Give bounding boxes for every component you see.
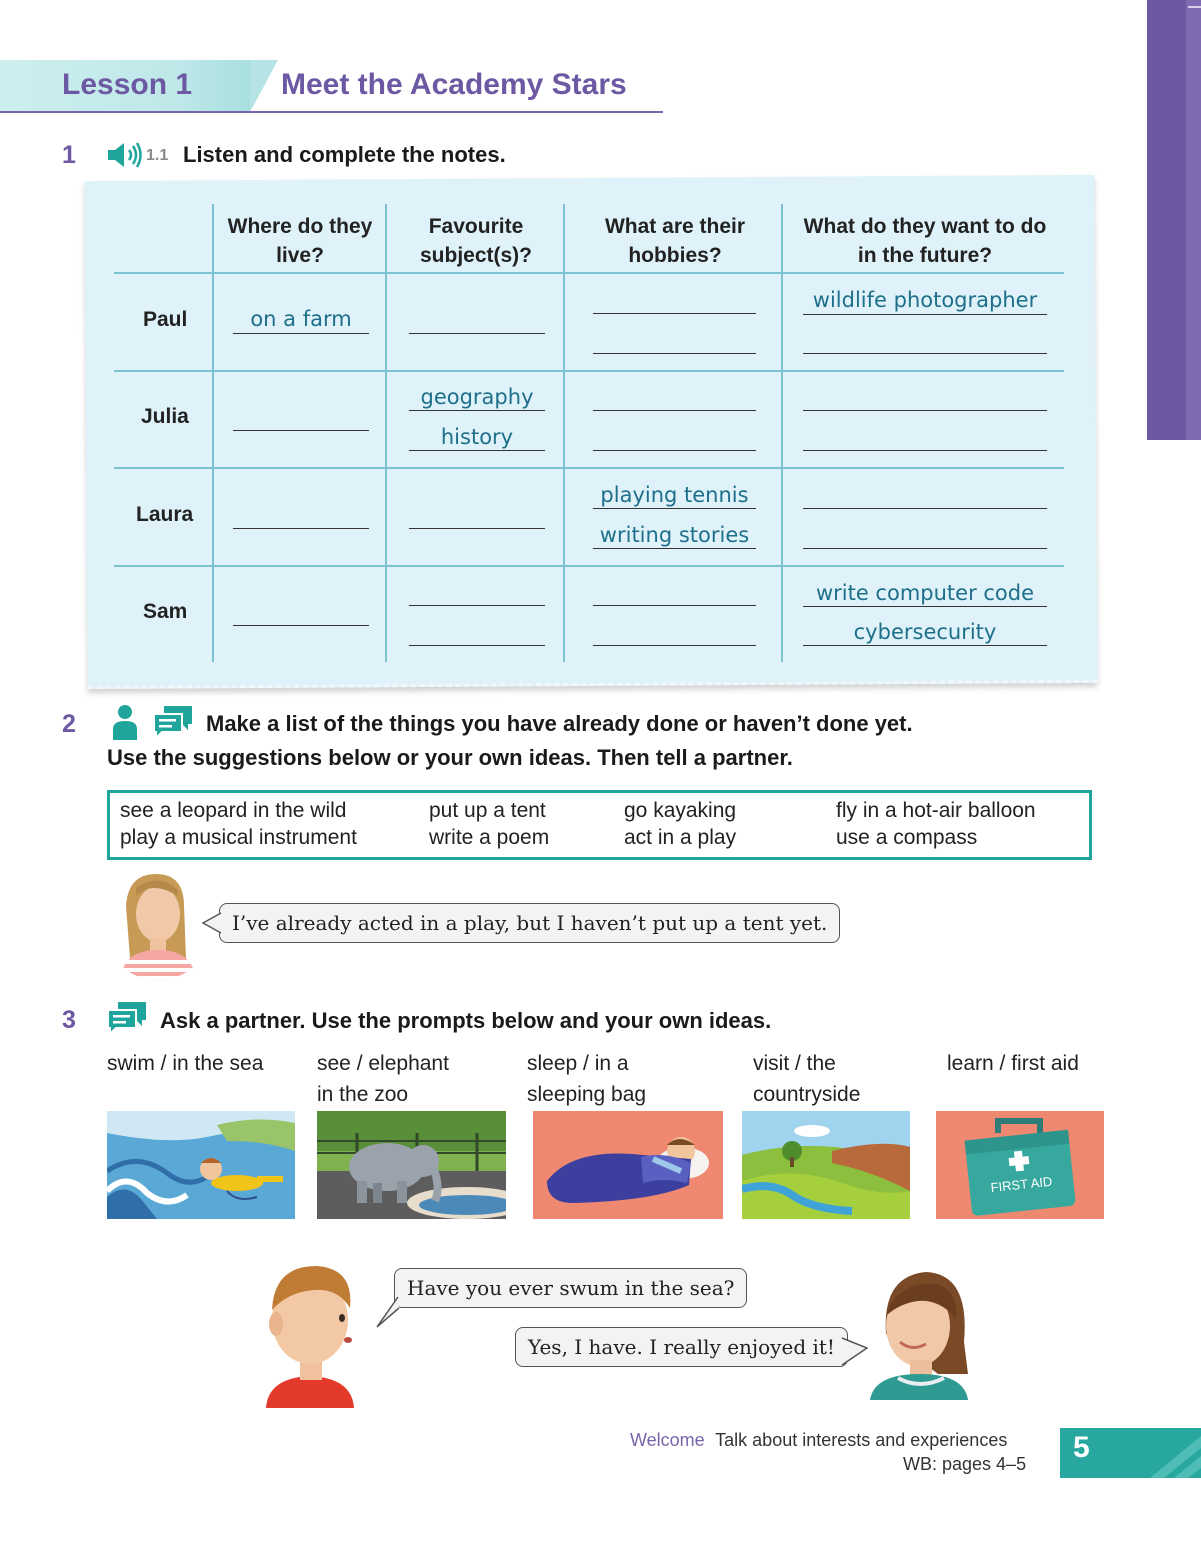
exercise-1-number: 1 xyxy=(62,141,76,169)
exercise-3-number: 3 xyxy=(62,1006,76,1034)
prompt-swim xyxy=(107,1048,263,1079)
answer-line[interactable] xyxy=(409,333,545,334)
header-underline xyxy=(0,111,663,113)
answer-line[interactable] xyxy=(409,645,545,646)
suggestion-item: use a compass xyxy=(836,826,978,849)
header-band-tip xyxy=(250,60,278,112)
suggestion-item: act in a play xyxy=(624,826,737,849)
prompt-sleeping-bag xyxy=(527,1048,646,1110)
answer-line[interactable] xyxy=(593,410,756,411)
answer-line[interactable] xyxy=(803,548,1047,549)
row-name-paul: Paul xyxy=(143,308,188,331)
prompt-countryside xyxy=(753,1048,860,1110)
audio-track-number: 1.1 xyxy=(146,147,169,164)
column-header-hobbies: What are their hobbies? xyxy=(604,215,746,267)
girl-portrait xyxy=(852,1262,982,1400)
answer-line[interactable] xyxy=(593,450,756,451)
page-number: 5 xyxy=(1073,1431,1090,1464)
exercise-2-instruction-1: Make a list of the things you have already done or haven’t done yet. xyxy=(206,711,913,736)
suggestion-item: put up a tent xyxy=(429,799,546,822)
row-name-sam: Sam xyxy=(143,600,188,623)
question-speech-bubble: Have you ever swum in the sea? xyxy=(394,1268,747,1308)
answer-line[interactable] xyxy=(233,528,369,529)
answer-paul-live: on a farm xyxy=(250,307,352,331)
answer-line[interactable] xyxy=(593,353,756,354)
exercise-1-instruction: Listen and complete the notes. xyxy=(183,142,506,167)
speaking-icon xyxy=(152,704,194,740)
speech-bubble-tail xyxy=(376,1296,400,1328)
answer-line[interactable] xyxy=(233,625,369,626)
answer-line[interactable] xyxy=(233,430,369,431)
footer-category: Welcome xyxy=(630,1430,705,1450)
answer-line[interactable] xyxy=(803,410,1047,411)
suggestion-item: go kayaking xyxy=(624,799,737,822)
speech-bubble-tail xyxy=(202,912,222,934)
answer-line[interactable] xyxy=(803,450,1047,451)
suggestion-item: write a poem xyxy=(429,826,550,849)
prompt-first-aid xyxy=(947,1048,1079,1079)
elephant-picture xyxy=(317,1111,506,1219)
answer-line[interactable] xyxy=(803,353,1047,354)
answer-line[interactable] xyxy=(409,450,545,451)
suggestion-item: fly in a hot-air balloon xyxy=(836,799,1036,822)
answer-line[interactable] xyxy=(409,528,545,529)
swimming-picture xyxy=(107,1111,295,1219)
answer-sam-future-2: cybersecurity xyxy=(853,620,997,644)
exercise-3-instruction: Ask a partner. Use the prompts below and your own ideas. xyxy=(160,1008,772,1033)
answer-sam-future-1: write computer code xyxy=(815,581,1035,605)
answer-laura-hobby-2: writing stories xyxy=(599,523,750,547)
grid-line xyxy=(114,370,1064,372)
prompt-line: sleep / in a xyxy=(527,1052,629,1075)
answer-julia-subject-2: history xyxy=(440,425,514,449)
grid-line xyxy=(114,565,1064,567)
countryside-picture xyxy=(742,1111,910,1219)
speech-bubble: I’ve already acted in a play, but I haven’t put up a tent yet. xyxy=(219,903,840,943)
column-header-future: What do they want to do in the future? xyxy=(803,215,1047,267)
side-tab-highlight xyxy=(1186,0,1201,440)
boy-portrait xyxy=(258,1258,363,1408)
answer-line[interactable] xyxy=(803,314,1047,315)
pair-work-icon xyxy=(110,704,140,740)
prompt-elephant xyxy=(317,1048,449,1110)
footer-workbook-pages: WB: pages 4–5 xyxy=(903,1454,1027,1474)
answer-line[interactable] xyxy=(593,605,756,606)
answer-line[interactable] xyxy=(803,645,1047,646)
prompt-line: visit / the xyxy=(753,1052,836,1075)
lesson-label: Lesson 1 xyxy=(62,68,193,101)
answer-speech-bubble: Yes, I have. I really enjoyed it! xyxy=(515,1327,848,1367)
answer-paul-future: wildlife photographer xyxy=(812,288,1038,312)
prompt-line: learn / first aid xyxy=(947,1052,1079,1075)
girl-portrait xyxy=(112,866,204,982)
answer-line[interactable] xyxy=(409,410,545,411)
answer-line[interactable] xyxy=(803,606,1047,607)
answer-line[interactable] xyxy=(593,508,756,509)
sleeping-bag-picture xyxy=(533,1111,723,1219)
answer-line[interactable] xyxy=(593,548,756,549)
side-tab-tick xyxy=(1188,6,1201,8)
answer-julia-subject-1: geography xyxy=(420,385,534,409)
prompt-line: see / elephant xyxy=(317,1052,449,1075)
row-name-laura: Laura xyxy=(136,503,194,526)
column-header-subjects: Favourite subject(s)? xyxy=(419,215,532,267)
first-aid-kit-label: FIRST AID xyxy=(989,1173,1053,1196)
lesson-title: Meet the Academy Stars xyxy=(281,68,627,101)
answer-line[interactable] xyxy=(593,313,756,314)
first-aid-picture xyxy=(936,1111,1104,1219)
answer-line[interactable] xyxy=(409,605,545,606)
answer-line[interactable] xyxy=(233,333,369,334)
suggestion-item: see a leopard in the wild xyxy=(120,799,347,822)
prompt-line: swim / in the sea xyxy=(107,1052,264,1075)
suggestion-item: play a musical instrument xyxy=(120,826,357,849)
answer-laura-hobby-1: playing tennis xyxy=(600,483,749,507)
prompt-line: sleeping bag xyxy=(527,1083,647,1106)
prompt-line: in the zoo xyxy=(317,1083,409,1106)
exercise-2-number: 2 xyxy=(62,710,76,738)
answer-line[interactable] xyxy=(803,508,1047,509)
prompt-line: countryside xyxy=(753,1083,861,1106)
grid-line xyxy=(114,272,1064,274)
footer-topic-text: Talk about interests and experiences xyxy=(715,1430,1008,1450)
page-tab-stripes xyxy=(1130,1428,1201,1478)
grid-line xyxy=(114,467,1064,469)
footer-topic xyxy=(630,1430,1007,1451)
answer-line[interactable] xyxy=(593,645,756,646)
column-header-live: Where do they live? xyxy=(227,215,373,267)
exercise-2-instruction-2: Use the suggestions below or your own ideas. Then tell a partner. xyxy=(107,745,793,770)
audio-speaker-icon[interactable] xyxy=(106,141,144,169)
speaking-icon xyxy=(106,1000,148,1036)
row-name-julia: Julia xyxy=(141,405,189,428)
